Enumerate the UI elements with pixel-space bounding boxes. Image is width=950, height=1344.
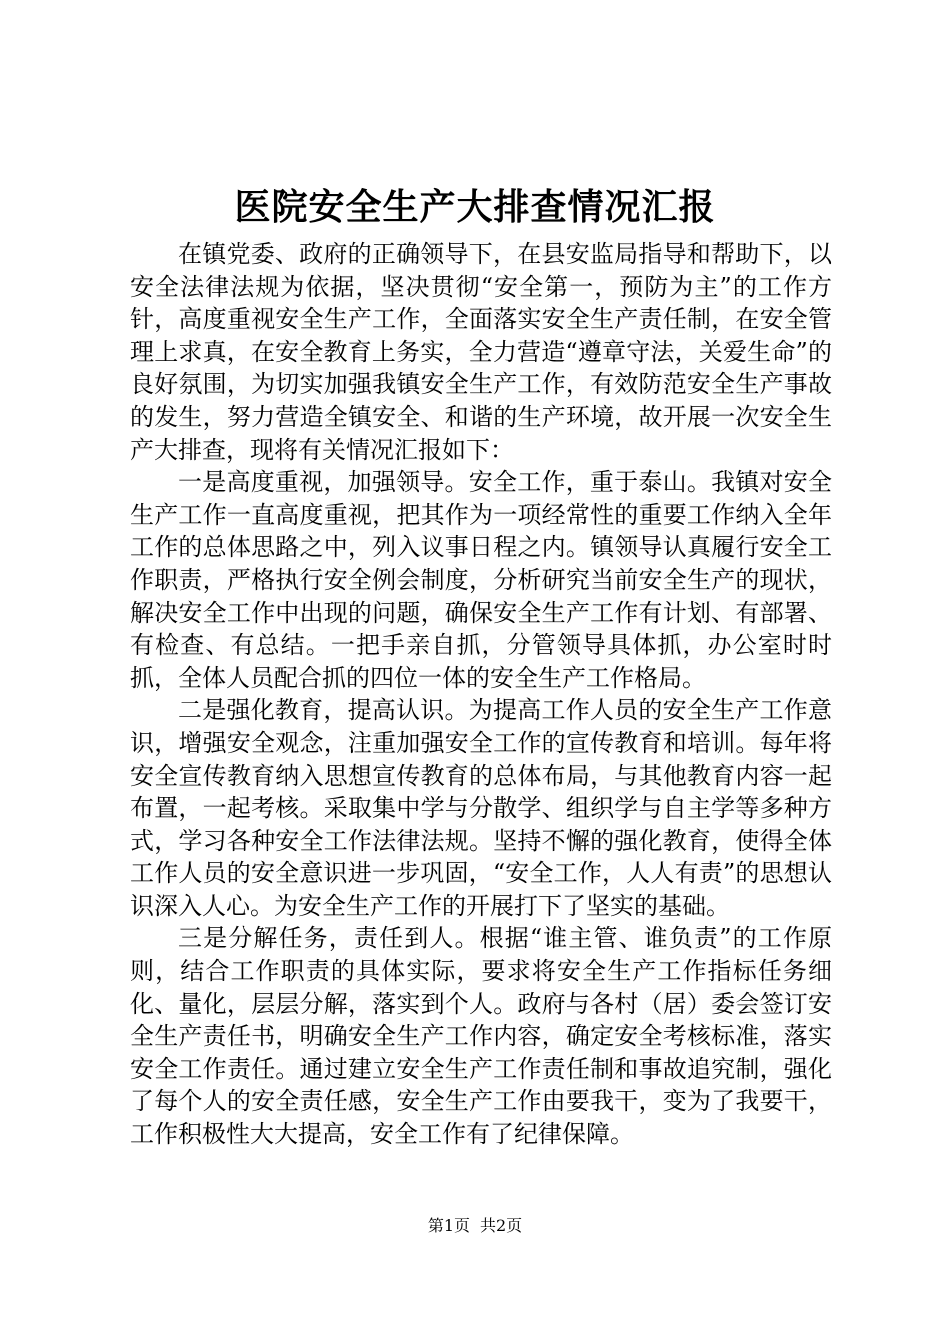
paragraph-3: 三是分解任务，责任到人。根据“谁主管、谁负责”的工作原则，结合工作职责的具体实际，要求将安全生产工作指标任务细化、量化，层层分解，落实到个人。政府与各村（居）委会签订安全生产责任书，明确安全生产工作内容，确定安全考核标准，落实安全工作责任。通过建立安全生产工作责任制和事故追究制，强化了每个人的安全责任感，安全生产工作由要我干，变为了我要干，工作积极性大大提高，安全工作有了纪律保障。	[130, 924, 832, 1149]
paragraph-2: 二是强化教育，提高认识。为提高工作人员的安全生产工作意识，增强安全观念，注重加强安全工作的宣传教育和培训。每年将安全宣传教育纳入思想宣传教育的总体布局，与其他教育内容一起布置，一起考核。采取集中学与分散学、组织学与自主学等多种方式，学习各种安全工作法律法规。坚持不懈的强化教育，使得全体工作人员的安全意识进一步巩固，“安全工作，人人有责”的思想认识深入人心。为安全生产工作的开展打下了坚实的基础。	[130, 696, 832, 920]
document-title: 医院安全生产大排查情况汇报	[234, 186, 716, 228]
paragraph-1: 一是高度重视，加强领导。安全工作，重于泰山。我镇对安全生产工作一直高度重视，把其作为一项经常性的重要工作纳入全年工作的总体思路之中，列入议事日程之内。镇领导认真履行安全工作职责，严格执行安全例会制度，分析研究当前安全生产的现状，解决安全工作中出现的问题，确保安全生产工作有计划、有部署、有检查、有总结。一把手亲自抓，分管领导具体抓，办公室时时抓，全体人员配合抓的四位一体的安全生产工作格局。	[130, 468, 832, 692]
page-total: 共2页	[480, 1216, 523, 1235]
page-number: 第1页	[427, 1216, 470, 1235]
document-body	[130, 238, 832, 1151]
page-footer	[0, 1215, 950, 1237]
paragraph-intro: 在镇党委、政府的正确领导下，在县安监局指导和帮助下，以安全法律法规为依据，坚决贯彻“安全第一，预防为主”的工作方针，高度重视安全生产工作，全面落实安全生产责任制，在安全管理上求真，在安全教育上务实，全力营造“遵章守法，关爱生命”的良好氛围，为切实加强我镇安全生产工作，有效防范安全生产事故的发生，努力营造全镇安全、和谐的生产环境，故开展一次安全生产大排查，现将有关情况汇报如下：	[130, 240, 832, 464]
